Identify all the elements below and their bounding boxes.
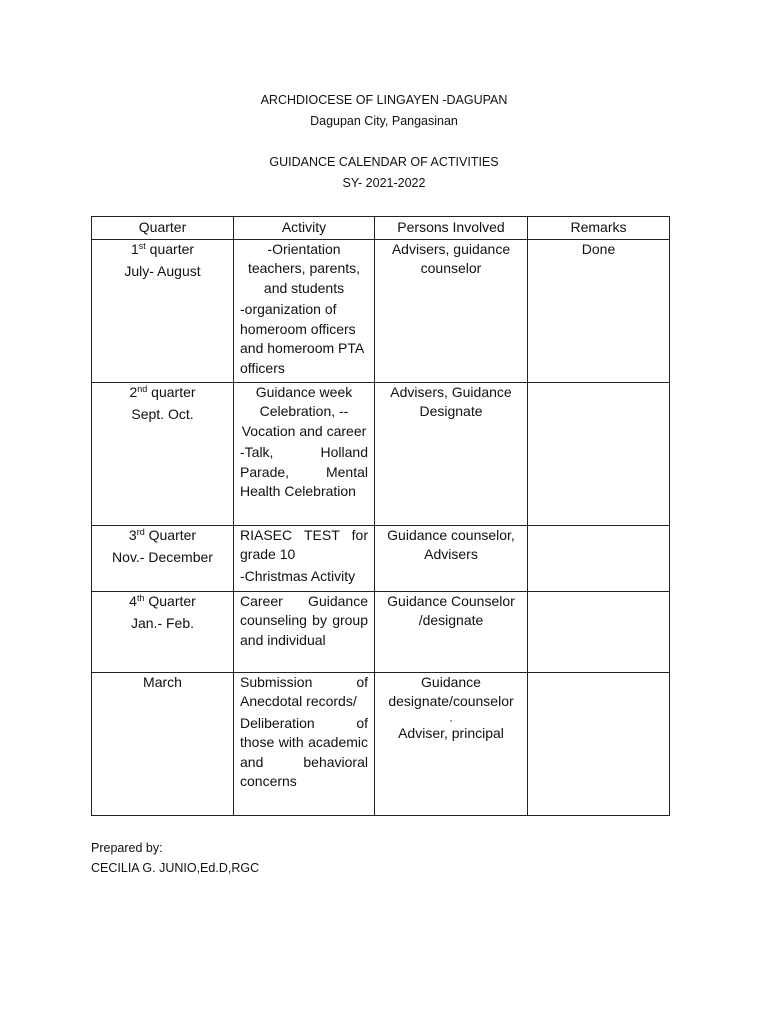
header-diocese: ARCHDIOCESE OF LINGAYEN -DAGUPAN xyxy=(260,93,508,107)
quarter-months: July- August xyxy=(124,263,201,279)
persons-cell xyxy=(375,239,528,382)
header-location: Dagupan City, Pangasinan xyxy=(310,114,458,128)
quarter-number: 4 xyxy=(129,592,137,609)
quarter-cell xyxy=(92,672,234,815)
quarter-number: 1 xyxy=(130,240,139,257)
persons-text: , xyxy=(449,712,453,723)
quarter-cell xyxy=(92,591,234,672)
quarter-word: quarter xyxy=(147,383,196,400)
table-row xyxy=(92,591,670,672)
persons-cell xyxy=(375,382,528,525)
quarter-suffix: th xyxy=(136,592,145,603)
persons-text: Guidance designate/counselor xyxy=(388,673,514,709)
activity-item: Guidance week Celebration, -- Vocation and career xyxy=(241,383,367,439)
prepared-by-name: CECILIA G. JUNIO,Ed.D,RGC xyxy=(91,861,260,875)
remarks-cell xyxy=(528,591,670,672)
quarter-number: 2 xyxy=(129,383,138,400)
persons-text: Advisers, Guidance Designate xyxy=(390,383,512,419)
activity-cell xyxy=(234,382,375,525)
quarter-suffix: rd xyxy=(136,526,145,537)
quarter-months: Nov.- December xyxy=(112,549,213,565)
activity-item: Career Guidance counseling by group and individual xyxy=(240,592,368,648)
persons-cell xyxy=(375,525,528,591)
table-row xyxy=(92,382,670,525)
table-header-row xyxy=(92,217,670,240)
remarks-cell xyxy=(528,382,670,525)
prepared-by-label: Prepared by: xyxy=(91,841,163,855)
persons-cell xyxy=(375,591,528,672)
activity-item: -organization of homeroom officers and homeroom PTA officers xyxy=(240,301,364,376)
quarter-word: quarter xyxy=(145,240,195,257)
persons-cell xyxy=(375,672,528,815)
activity-item: Submission of Anecdotal records/ xyxy=(240,673,368,709)
activity-cell xyxy=(234,525,375,591)
activity-cell xyxy=(234,672,375,815)
remarks-cell xyxy=(528,525,670,591)
activity-item: Deliberation of those with academic and behavioral concerns xyxy=(240,714,368,789)
quarter-suffix: st xyxy=(138,240,146,251)
quarter-word: Quarter xyxy=(144,592,196,609)
document-title: GUIDANCE CALENDAR OF ACTIVITIES xyxy=(269,155,499,169)
quarter-cell xyxy=(92,239,234,382)
quarter-cell xyxy=(92,382,234,525)
persons-text: Advisers, guidance counselor xyxy=(391,240,511,276)
activity-cell xyxy=(234,591,375,672)
table-row xyxy=(92,525,670,591)
column-header-persons-involved: Persons Involved xyxy=(375,217,528,240)
table-row xyxy=(92,672,670,815)
remarks-cell: Done xyxy=(528,239,670,382)
guidance-calendar-table xyxy=(91,216,670,816)
school-year: SY- 2021-2022 xyxy=(342,176,426,190)
activity-item: -Christmas Activity xyxy=(240,567,356,584)
quarter-word: Quarter xyxy=(144,526,197,543)
quarter-months: Sept. Oct. xyxy=(131,406,194,422)
table-row xyxy=(92,239,670,382)
persons-text: Adviser, principal xyxy=(398,724,504,741)
persons-text: Guidance Counselor /designate xyxy=(387,592,515,628)
activity-item: -Orientation teachers, parents, and students xyxy=(247,240,361,296)
quarter-number: March xyxy=(143,673,182,690)
quarter-number: 3 xyxy=(128,526,137,543)
column-header-remarks: Remarks xyxy=(528,217,670,240)
persons-text: Guidance counselor, Advisers xyxy=(387,526,515,562)
column-header-activity: Activity xyxy=(234,217,375,240)
activity-item: RIASEC TEST for grade 10 xyxy=(240,526,368,562)
quarter-cell xyxy=(92,525,234,591)
activity-item: -Talk, Holland Parade, Mental Health Celebration xyxy=(240,444,368,499)
activity-cell xyxy=(234,239,375,382)
quarter-suffix: nd xyxy=(137,383,148,394)
remarks-cell xyxy=(528,672,670,815)
quarter-months: Jan.- Feb. xyxy=(130,615,195,631)
column-header-quarter: Quarter xyxy=(92,217,234,240)
